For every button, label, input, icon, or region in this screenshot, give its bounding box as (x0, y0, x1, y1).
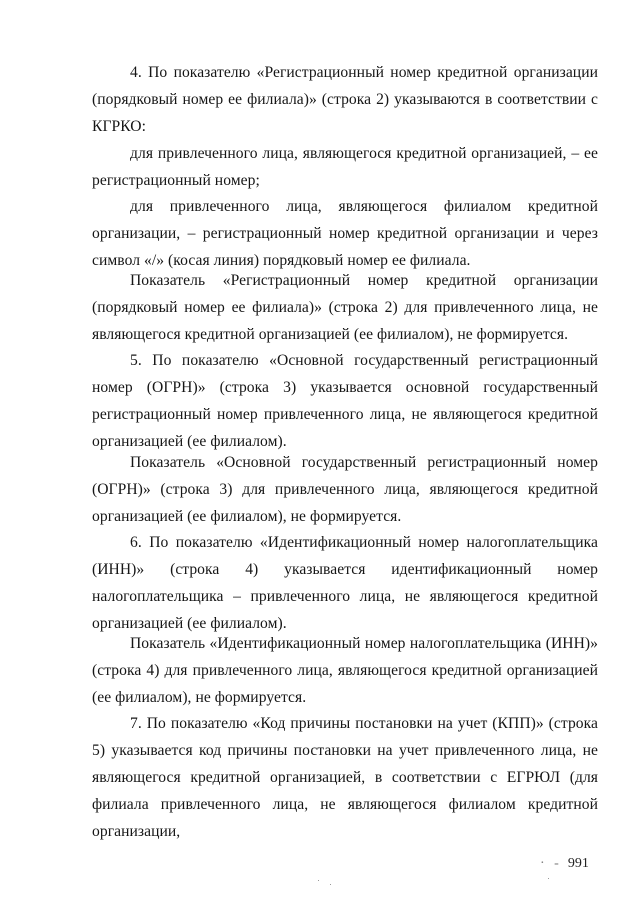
scan-speck (548, 878, 549, 879)
paragraph-item-4: 4. По показателю «Регистрационный номер кредитной организации (порядковый номер ее филиала)» (строка 2) указываются в соответствии с КГРКО: (92, 64, 598, 135)
paragraph-item-4-credit-org: для привлеченного лица, являющегося кредитной организацией, – ее регистрационный номер; (92, 145, 598, 189)
paragraph-item-4-branch: для привлеченного лица, являющегося филиалом кредитной организации, – регистрационный номер кредитной организации и через символ «/» (косая линия) порядковый номер ее филиала. (92, 198, 598, 269)
scan-speck (330, 884, 331, 885)
paragraph-item-6: 6. По показателю «Идентификационный номер налогоплательщика (ИНН)» (строка 4) указывается идентификационный номер налогоплательщика – привлеченного лица, не являющегося кредитной организацией (ее филиалом). (92, 534, 598, 632)
paragraph-item-6-not-formed: Показатель «Идентификационный номер налогоплательщика (ИНН)» (строка 4) для привлеченного лица, являющегося кредитной организацией (ее филиалом), не формируется. (92, 635, 598, 706)
page-number-value: 991 (567, 856, 589, 871)
page-number (540, 856, 589, 872)
paragraph-item-5-not-formed: Показатель «Основной государственный регистрационный номер (ОГРН)» (строка 3) для привлеченного лица, являющегося кредитной организацией (ее филиалом), не формируется. (92, 454, 598, 525)
page-number-marks: · - (540, 856, 562, 871)
paragraph-item-5: 5. По показателю «Основной государственный регистрационный номер (ОГРН)» (строка 3) указывается основной государственный регистрационный номер привлеченного лица, не являющегося кредитной организацией (ее филиалом). (92, 352, 598, 450)
scan-speck (318, 880, 319, 881)
paragraph-item-4-not-formed: Показатель «Регистрационный номер кредитной организации (порядковый номер ее филиала)» (строка 2) для привлеченного лица, не являющегося кредитной организацией (ее филиалом), не формируется. (92, 272, 598, 343)
paragraph-item-7: 7. По показателю «Код причины постановки на учет (КПП)» (строка 5) указывается код причины постановки на учет привлеченного лица, не являющегося кредитной организацией, в соответствии с ЕГРЮЛ (для филиала привлеченного лица, не являющегося филиалом кредитной организации, (92, 715, 598, 840)
